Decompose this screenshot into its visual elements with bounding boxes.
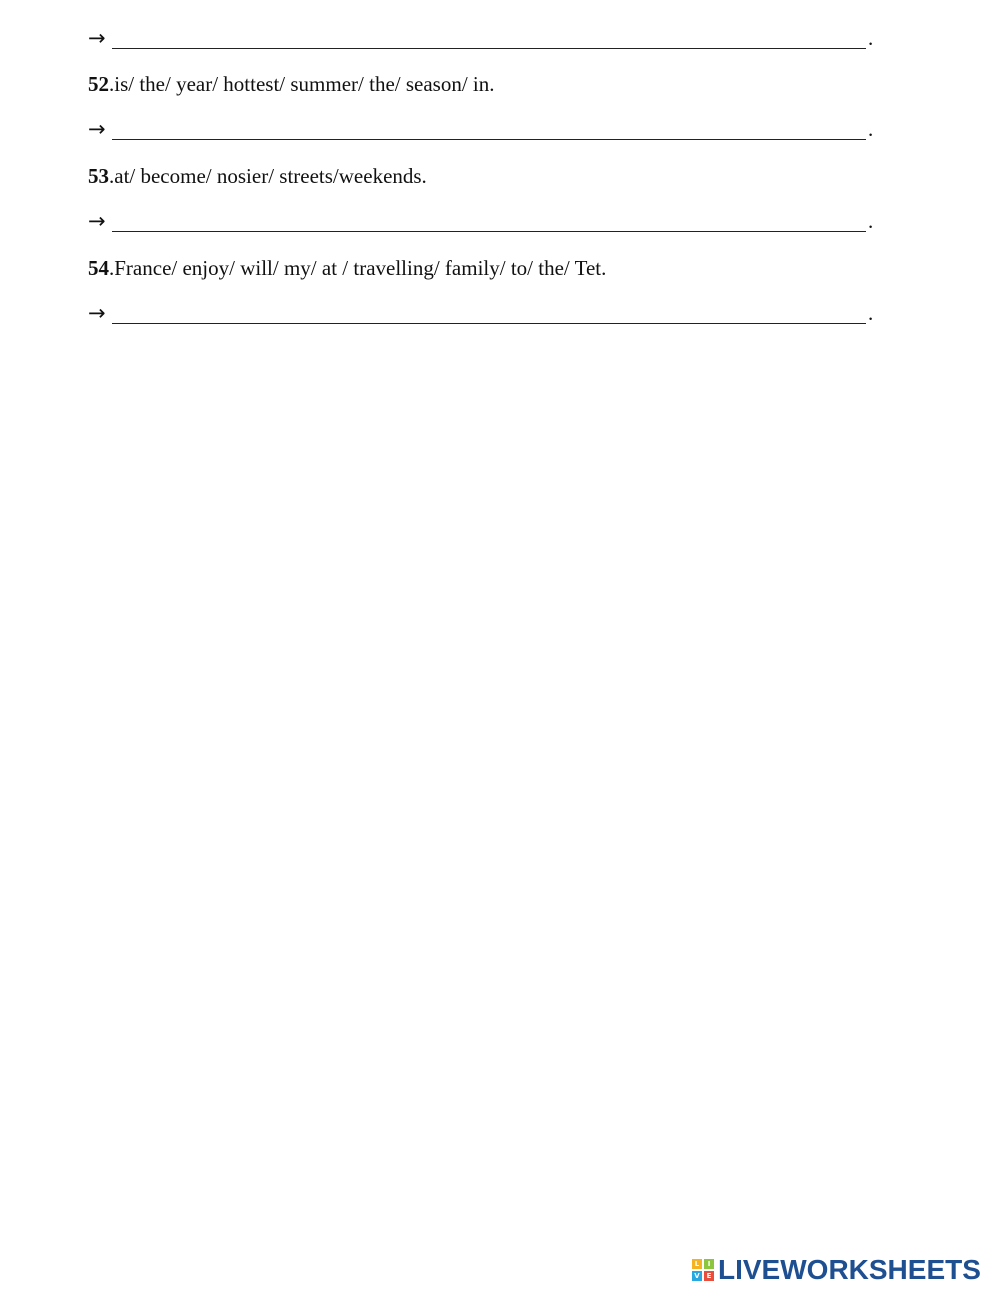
logo-tile: E	[704, 1271, 714, 1281]
answer-period: .	[868, 209, 874, 233]
question-53	[88, 161, 908, 191]
logo-tile: V	[692, 1271, 702, 1281]
question-52	[88, 69, 908, 99]
question-text: .is/ the/ year/ hottest/ summer/ the/ season/ in.	[109, 72, 495, 96]
question-54	[88, 253, 908, 283]
answer-line-53	[88, 206, 874, 236]
answer-period: .	[868, 301, 874, 325]
arrow-right-icon: →	[88, 301, 106, 325]
answer-blank[interactable]	[112, 231, 866, 232]
answer-blank[interactable]	[112, 323, 866, 324]
logo-grid-icon	[692, 1259, 714, 1281]
question-text: .at/ become/ nosier/ streets/weekends.	[109, 164, 427, 188]
answer-period: .	[868, 117, 874, 141]
logo-tile: I	[704, 1259, 714, 1269]
arrow-right-icon: →	[88, 209, 106, 233]
question-number: 54	[88, 256, 109, 280]
liveworksheets-logo	[692, 1254, 992, 1286]
logo-tile: L	[692, 1259, 702, 1269]
answer-blank[interactable]	[112, 48, 866, 49]
answer-period: .	[868, 26, 874, 50]
arrow-right-icon: →	[88, 26, 106, 50]
question-number: 53	[88, 164, 109, 188]
answer-line-51	[88, 23, 874, 53]
question-number: 52	[88, 72, 109, 96]
answer-line-54	[88, 298, 874, 328]
answer-line-52	[88, 114, 874, 144]
arrow-right-icon: →	[88, 117, 106, 141]
question-text: .France/ enjoy/ will/ my/ at / travelling/ family/ to/ the/ Tet.	[109, 256, 607, 280]
answer-blank[interactable]	[112, 139, 866, 140]
logo-wordmark: LIVEWORKSHEETS	[718, 1254, 981, 1285]
